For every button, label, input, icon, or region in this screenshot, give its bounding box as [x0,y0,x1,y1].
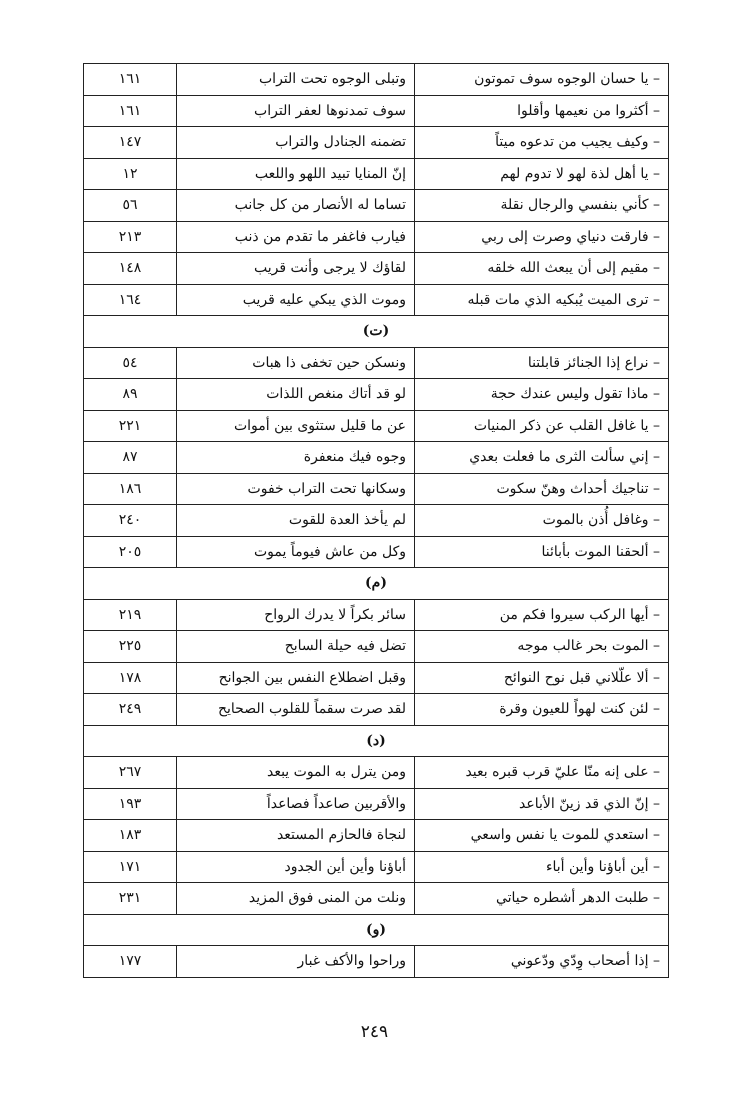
first-hemistich: – ألا علّلاني قبل نوح النوائح [415,662,669,694]
second-hemistich: إنّ المنايا تبيد اللهو واللعب [177,158,415,190]
second-hemistich: تضل فيه حيلة السابح [177,631,415,663]
table-row [84,127,669,159]
second-hemistich: ونسكن حين تخفى ذا هبات [177,347,415,379]
second-hemistich: عن ما قليل ستثوى بين أموات [177,410,415,442]
first-hemistich: – فارقت دنياي وصرت إلى ربي [415,221,669,253]
table-row [84,221,669,253]
second-hemistich: فيارب فاغفر ما تقدم من ذنب [177,221,415,253]
page-reference: ١٧٨ [84,662,177,694]
second-hemistich: وجوه فيك منعفرة [177,442,415,474]
page-reference: ٢٠٥ [84,536,177,568]
first-hemistich: – لئن كنت لهواً للعيون وقرة [415,694,669,726]
first-hemistich: – ترى الميت يُبكيه الذي مات قبله [415,284,669,316]
table-row [84,347,669,379]
page-reference: ٢٣١ [84,883,177,915]
table-row [84,95,669,127]
first-hemistich: – مقيم إلى أن يبعث الله خلقه [415,253,669,285]
page-reference: ١٨٦ [84,473,177,505]
table-row [84,946,669,978]
page-reference: ٢٤٠ [84,505,177,537]
page-number: ٢٤٩ [360,1022,389,1042]
page-reference: ٢٤٩ [84,694,177,726]
page-reference: ٥٤ [84,347,177,379]
page-reference: ١٧١ [84,851,177,883]
page-reference: ٨٧ [84,442,177,474]
second-hemistich: وكل من عاش فيوماً يموت [177,536,415,568]
second-hemistich: والأقربين صاعداً فصاعداً [177,788,415,820]
page-reference: ٢١٩ [84,599,177,631]
second-hemistich: وموت الذي يبكي عليه قريب [177,284,415,316]
verse-index-body [84,64,669,978]
table-row [84,505,669,537]
first-hemistich: – وغافل أُذن بالموت [415,505,669,537]
first-hemistich: – إذا أصحاب وِدّي ودّعوني [415,946,669,978]
page-reference: ١٦١ [84,64,177,96]
page-reference: ١٤٧ [84,127,177,159]
page-reference: ٢١٣ [84,221,177,253]
page-reference: ١٩٣ [84,788,177,820]
second-hemistich: ومن يترل به الموت يبعد [177,757,415,789]
first-hemistich: – ماذا تقول وليس عندك حجة [415,379,669,411]
table-row [84,820,669,852]
first-hemistich: – طلبت الدهر أشطره حياتي [415,883,669,915]
page-reference: ١٦١ [84,95,177,127]
second-hemistich: لو قد أتاك منغص اللذات [177,379,415,411]
section-header-row [84,914,669,946]
second-hemistich: وسكانها تحت التراب خفوت [177,473,415,505]
page-reference: ٨٩ [84,379,177,411]
table-row [84,410,669,442]
table-row [84,694,669,726]
first-hemistich: – الموت بحر غالب موجه [415,631,669,663]
first-hemistich: – يا أهل لذة لهو لا تدوم لهم [415,158,669,190]
second-hemistich: سوف تمدنوها لعفر التراب [177,95,415,127]
first-hemistich: – استعدي للموت يا نفس واسعي [415,820,669,852]
table-row [84,788,669,820]
table-row [84,158,669,190]
second-hemistich: لنجاة فالحازم المستعد [177,820,415,852]
first-hemistich: – يا حسان الوجوه سوف تموتون [415,64,669,96]
page-reference: ١٨٣ [84,820,177,852]
second-hemistich: لقد صرت سقماً للقلوب الصحايح [177,694,415,726]
section-letter: (م) [84,568,669,600]
section-header-row [84,316,669,348]
table-row [84,64,669,96]
page-reference: ٢٢٥ [84,631,177,663]
second-hemistich: تساما له الأنصار من كل جانب [177,190,415,222]
table-row [84,757,669,789]
section-header-row [84,725,669,757]
second-hemistich: تضمنه الجنادل والتراب [177,127,415,159]
page-reference: ١٧٧ [84,946,177,978]
second-hemistich: وتبلى الوجوه تحت التراب [177,64,415,96]
table-row [84,253,669,285]
section-letter: (و) [84,914,669,946]
verse-index-table [83,63,669,978]
table-row [84,284,669,316]
second-hemistich: وراحوا والأكف غبار [177,946,415,978]
table-row [84,883,669,915]
page-reference: ٢٢١ [84,410,177,442]
table-row [84,473,669,505]
section-header-row [84,568,669,600]
second-hemistich: لقاؤك لا يرجى وأنت قريب [177,253,415,285]
table-row [84,631,669,663]
first-hemistich: – أيها الركب سيروا فكم من [415,599,669,631]
table-row [84,536,669,568]
first-hemistich: – إني سألت الثرى ما فعلت بعدي [415,442,669,474]
first-hemistich: – أكثروا من نعيمها وأقلوا [415,95,669,127]
first-hemistich: – تناجيك أحداث وهنّ سكوت [415,473,669,505]
second-hemistich: سائر بكراً لا يدرك الرواح [177,599,415,631]
table-row [84,190,669,222]
table-row [84,851,669,883]
second-hemistich: أباؤنا وأين أين الجدود [177,851,415,883]
page-reference: ٢٦٧ [84,757,177,789]
first-hemistich: – ألحقنا الموت بأبائنا [415,536,669,568]
second-hemistich: ونلت من المنى فوق المزيد [177,883,415,915]
page-reference: ٥٦ [84,190,177,222]
section-letter: (د) [84,725,669,757]
page-reference: ١٢ [84,158,177,190]
first-hemistich: – إنّ الذي قد زينّ الأباعد [415,788,669,820]
table-row [84,442,669,474]
table-row [84,379,669,411]
first-hemistich: – وكيف يجيب من تدعوه ميتاً [415,127,669,159]
first-hemistich: – كأني بنفسي والرجال نقلة [415,190,669,222]
first-hemistich: – على إنه منّا عليّ قرب قبره بعيد [415,757,669,789]
section-letter: (ت) [84,316,669,348]
second-hemistich: لم يأخذ العدة للقوت [177,505,415,537]
first-hemistich: – نراع إذا الجنائز قابلتنا [415,347,669,379]
second-hemistich: وقبل اضطلاع النفس بين الجوانح [177,662,415,694]
page-reference: ١٤٨ [84,253,177,285]
table-row [84,662,669,694]
page-reference: ١٦٤ [84,284,177,316]
first-hemistich: – يا غافل القلب عن ذكر المنيات [415,410,669,442]
first-hemistich: – أين أباؤنا وأين أباء [415,851,669,883]
table-row [84,599,669,631]
